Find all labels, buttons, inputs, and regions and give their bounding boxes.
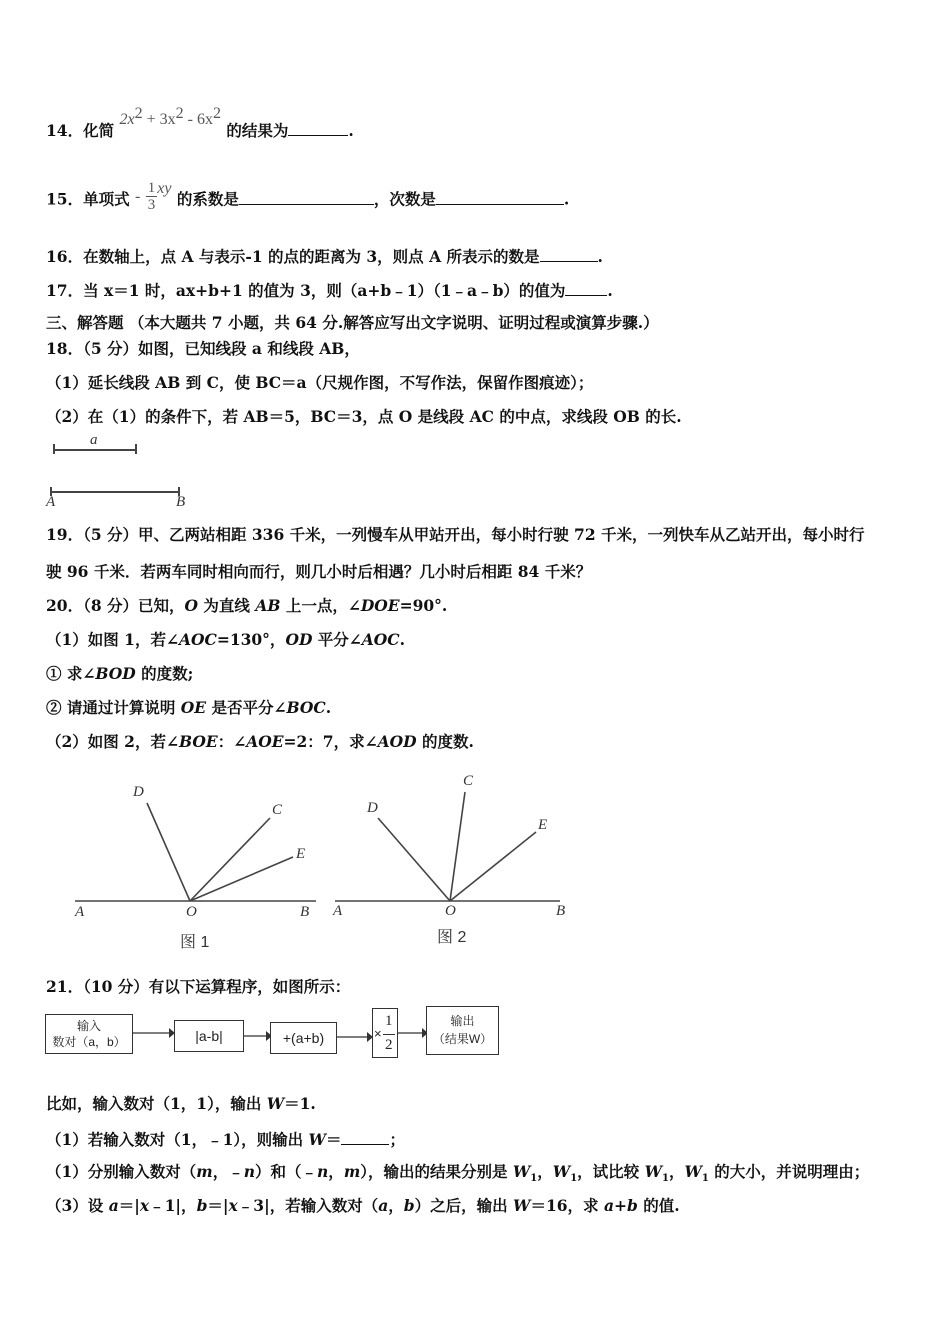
question-21: 21．（10 分）有以下运算程序，如图所示： bbox=[46, 977, 351, 996]
fig1-ray-od bbox=[147, 803, 190, 901]
question-18: 18．（5 分）如图，已知线段 a 和线段 AB， bbox=[46, 339, 360, 358]
point-b-label: B bbox=[176, 494, 186, 510]
fig1-label-b: B bbox=[300, 904, 310, 920]
segment-a bbox=[53, 449, 137, 451]
q21-part1: （1）若输入数对（1，﹣1），则输出 W＝ ； bbox=[46, 1130, 405, 1149]
q20-part1: （1）如图 1，若∠AOC=130°，OD 平分∠AOC. bbox=[46, 630, 406, 649]
answer-blank bbox=[239, 188, 374, 205]
q20-part2: （2）如图 2，若∠BOE：∠AOE=2：7，求∠AOD 的度数. bbox=[46, 732, 474, 751]
section-heading: 三、解答题 （本大题共 7 小题，共 64 分.解答应写出文字说明、证明过程或演算步骤.） bbox=[46, 313, 659, 332]
fig1-caption: 图 1 bbox=[180, 934, 210, 951]
fig1-ray-oc bbox=[190, 818, 270, 901]
flow-output-box: 输出 （结果W） bbox=[426, 1006, 499, 1055]
fig1-label-c: C bbox=[272, 802, 283, 818]
segment-ab bbox=[50, 491, 180, 493]
fig1-label-d: D bbox=[133, 784, 144, 800]
flow-arrow-2 bbox=[244, 1029, 272, 1043]
flow-abs-box: |a-b| bbox=[174, 1020, 244, 1052]
answer-blank bbox=[341, 1128, 389, 1145]
flow-arrow-4 bbox=[398, 1026, 428, 1040]
flow-half-box: × 1 2 bbox=[372, 1008, 398, 1058]
q21-part2: （1）分别输入数对（m，﹣n）和（﹣n，m），输出的结果分别是 $W_1$，$W_1$，试比较 $W_1$，$W_1$ 的大小，并说明理由； bbox=[46, 1162, 870, 1185]
q20-part1-ii: ② 请通过计算说明 OE 是否平分∠BOC. bbox=[46, 698, 332, 717]
answer-blank bbox=[540, 245, 598, 262]
flow-input-box: 输入 数对（a，b） bbox=[45, 1014, 133, 1054]
fig2-label-a: A bbox=[333, 903, 343, 919]
question-14: 14．化简 $2x^2 + 3x^2 - 6x^2$ 的结果为 . bbox=[46, 105, 354, 141]
question-16: 16．在数轴上，点 A 与表示-1 的点的距离为 3，则点 A 所表示的数是 . bbox=[46, 247, 603, 266]
fig2-ray-oc bbox=[450, 792, 465, 901]
q19-line2: 驶 96 千米．若两车同时相向而行，则几小时后相遇？几小时后相距 84 千米？ bbox=[46, 562, 592, 581]
flow-add-box: +(a+b) bbox=[270, 1022, 337, 1054]
answer-blank bbox=[436, 188, 564, 205]
fig2-ray-od bbox=[378, 818, 450, 901]
question-19: 19．（5 分）甲、乙两站相距 336 千米，一列慢车从甲站开出，每小时行驶 72 千米，一列快车从乙站开出，每小时行 bbox=[46, 525, 865, 544]
fig2-label-c: C bbox=[463, 773, 474, 789]
fig1-ray-oe bbox=[190, 857, 293, 901]
question-20: 20．（8 分）已知，O 为直线 AB 上一点，∠DOE=90°. bbox=[46, 596, 448, 615]
segment-a-label: a bbox=[90, 432, 98, 448]
fig1-label-o: O bbox=[186, 904, 197, 920]
fig2-label-o: O bbox=[445, 903, 456, 919]
flow-arrow-1 bbox=[133, 1026, 175, 1040]
fig2-label-b: B bbox=[556, 903, 566, 919]
answer-blank bbox=[565, 279, 607, 296]
q18-part2: （2）在（1）的条件下，若 AB＝5，BC＝3，点 O 是线段 AC 的中点，求线段 OB 的长. bbox=[46, 407, 682, 426]
question-17: 17．当 x＝1 时，ax+b+1 的值为 3，则（a+b﹣1）（1﹣a﹣b）的值为 . bbox=[46, 281, 613, 300]
fig1-label-a: A bbox=[75, 904, 85, 920]
q18-part1: （1）延长线段 AB 到 C，使 BC＝a（尺规作图，不写作法，保留作图痕迹）； bbox=[46, 373, 594, 392]
fraction-one-third: $\frac{1}{3}$ bbox=[147, 180, 156, 213]
question-15: 15．单项式 - $\frac{1}{3}$ xy 的系数是 ，次数是 . bbox=[46, 179, 570, 213]
fraction-bar bbox=[383, 1034, 395, 1035]
fig2-label-e: E bbox=[538, 817, 548, 833]
q14-expression: $2x^2 + 3x^2 - 6x^2$ bbox=[119, 105, 221, 129]
q21-part3: （3）设 a＝|x﹣1|，b＝|x﹣3|，若输入数对（a，b）之后，输出 W＝16，求 a+b 的值. bbox=[46, 1196, 680, 1215]
flow-arrow-3 bbox=[337, 1030, 373, 1044]
q21-example: 比如，输入数对（1，1），输出 W＝1. bbox=[46, 1094, 316, 1113]
fig2-caption: 图 2 bbox=[437, 929, 467, 946]
q20-part1-i: ① 求∠BOD 的度数; bbox=[46, 664, 194, 683]
segment-a-tick-left bbox=[53, 444, 55, 454]
fig1-label-e: E bbox=[296, 846, 306, 862]
fig2-ray-oe bbox=[450, 832, 536, 901]
answer-blank bbox=[288, 119, 348, 136]
fig2-label-d: D bbox=[367, 800, 378, 816]
point-a-label: A bbox=[46, 494, 56, 510]
segment-a-tick-right bbox=[135, 444, 137, 454]
